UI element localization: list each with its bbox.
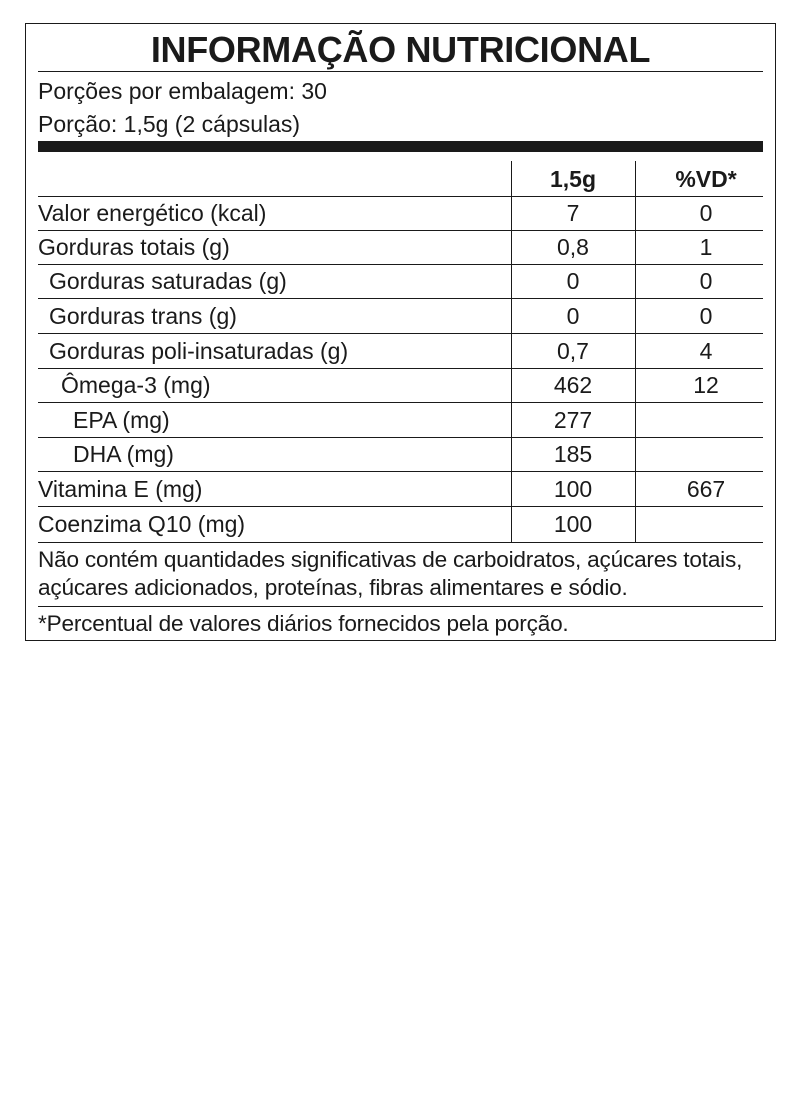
footnote-divider bbox=[38, 606, 763, 607]
servings-per-package: Porções por embalagem: 30 bbox=[38, 78, 327, 104]
table-row bbox=[38, 437, 763, 471]
nutrient-name: Valor energético (kcal) bbox=[38, 200, 267, 226]
nutrient-daily-value: 4 bbox=[699, 338, 713, 364]
table-row bbox=[38, 230, 763, 264]
footnote-daily-value: *Percentual de valores diários fornecidos pela porção. bbox=[38, 611, 569, 636]
table-row bbox=[38, 334, 763, 368]
nutrient-name: EPA (mg) bbox=[73, 407, 170, 433]
title-divider bbox=[38, 71, 763, 72]
table-row bbox=[38, 196, 763, 230]
footnote-nutrients: Não contém quantidades significativas de carboidratos, açúcares totais, açúcares adicionados, proteínas, fibras alimentares e sódio. bbox=[38, 547, 743, 600]
header-amount: 1,5g bbox=[549, 166, 597, 192]
nutrient-amount: 0 bbox=[566, 303, 580, 329]
nutrient-daily-value: 667 bbox=[686, 476, 726, 502]
nutrient-name: Gorduras poli-insaturadas (g) bbox=[49, 338, 349, 364]
nutrient-amount: 100 bbox=[553, 476, 593, 502]
nutrient-amount: 185 bbox=[553, 441, 593, 467]
table-row bbox=[38, 299, 763, 333]
nutrient-name: Gorduras trans (g) bbox=[49, 303, 237, 329]
nutrient-daily-value: 12 bbox=[693, 372, 719, 398]
nutrient-amount: 277 bbox=[553, 407, 593, 433]
table-row bbox=[38, 368, 763, 402]
table-header-row bbox=[38, 162, 763, 196]
table-row bbox=[38, 264, 763, 298]
nutrient-name: Gorduras totais (g) bbox=[38, 234, 230, 260]
nutrient-daily-value: 0 bbox=[699, 303, 713, 329]
table-bottom-divider bbox=[38, 542, 763, 543]
nutrient-amount: 100 bbox=[553, 511, 593, 537]
nutrient-amount: 0,7 bbox=[557, 338, 589, 364]
table-row bbox=[38, 403, 763, 437]
panel-title: INFORMAÇÃO NUTRICIONAL bbox=[150, 29, 651, 70]
header-daily-value: %VD* bbox=[675, 166, 737, 192]
nutrient-amount: 0 bbox=[566, 268, 580, 294]
nutrient-name: Coenzima Q10 (mg) bbox=[38, 511, 246, 537]
table-row bbox=[38, 507, 763, 541]
table-row bbox=[38, 472, 763, 506]
nutrient-daily-value: 0 bbox=[699, 268, 713, 294]
nutrient-name: Vitamina E (mg) bbox=[38, 476, 203, 502]
thick-divider bbox=[38, 141, 763, 152]
nutrient-name: Ômega-3 (mg) bbox=[61, 372, 211, 398]
nutrient-amount: 0,8 bbox=[557, 234, 589, 260]
nutrition-facts-panel bbox=[25, 23, 776, 641]
nutrient-amount: 462 bbox=[553, 372, 593, 398]
nutrient-name: Gorduras saturadas (g) bbox=[49, 268, 287, 294]
serving-size: Porção: 1,5g (2 cápsulas) bbox=[38, 111, 301, 137]
nutrient-amount: 7 bbox=[566, 200, 580, 226]
nutrient-daily-value: 0 bbox=[699, 200, 713, 226]
nutrient-name: DHA (mg) bbox=[73, 441, 174, 467]
nutrient-daily-value: 1 bbox=[699, 234, 713, 260]
